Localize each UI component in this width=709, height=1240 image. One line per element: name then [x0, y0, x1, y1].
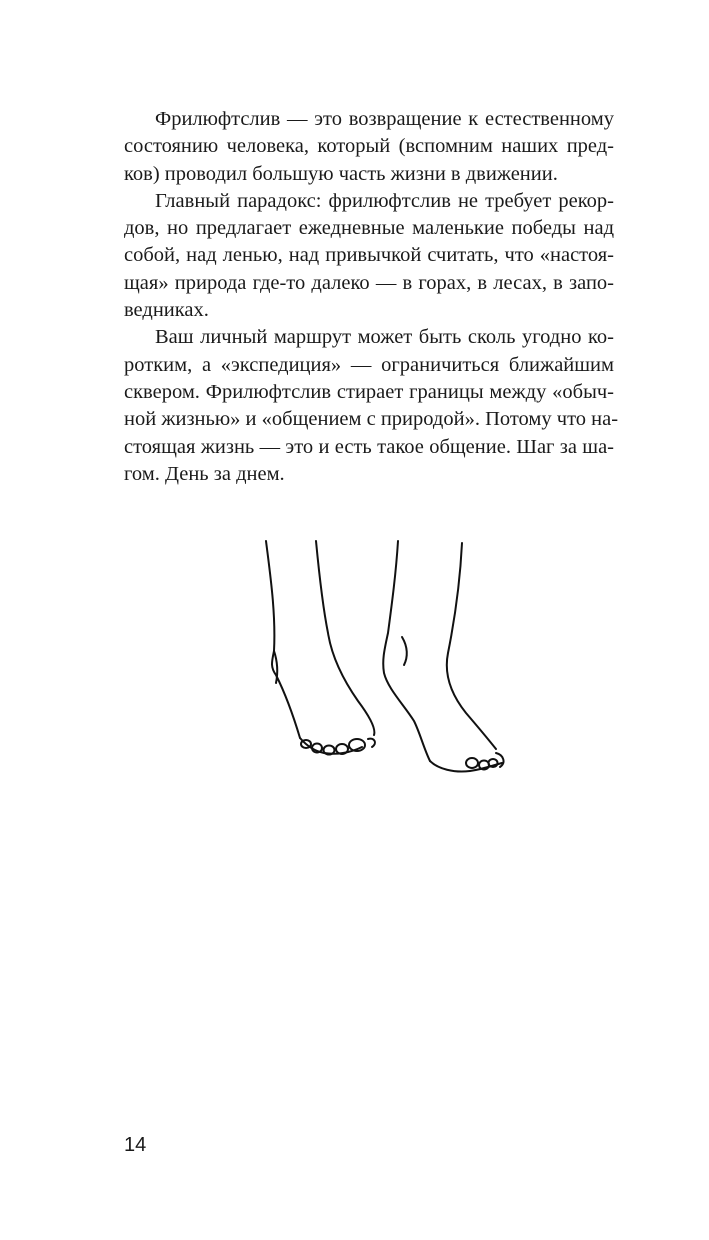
- paragraph-2-line-2: дов, но предлагает ежедневные маленькие победы над: [124, 217, 614, 240]
- bare-feet-icon: [258, 533, 518, 783]
- paragraph-3-line-6: гом. День за днем.: [124, 462, 285, 485]
- paragraph-1-line-3: ков) проводил большую часть жизни в движении.: [124, 162, 558, 185]
- paragraph-2-line-4: щая» природа где-то далеко — в горах, в лесах, в запо-: [124, 271, 614, 294]
- page-number: 14: [124, 1134, 147, 1156]
- paragraph-2-line-5: ведниках.: [124, 299, 209, 322]
- paragraph-3-line-3: сквером. Фрилюфтслив стирает границы между «обыч-: [124, 380, 614, 403]
- paragraph-1-line-1: Фрилюфтслив — это возвращение к естественному: [155, 108, 614, 130]
- paragraph-3-line-5: стоящая жизнь — это и есть такое общение. Шаг за ша-: [124, 435, 614, 458]
- paragraph-3-line-4: ной жизнью» и «общением с природой». Потому что на-: [124, 408, 619, 431]
- paragraph-3-line-1: Ваш личный маршрут может быть сколь угодно ко-: [155, 326, 614, 349]
- paragraph-1-line-2: состоянию человека, который (вспомним наших пред-: [124, 135, 614, 158]
- bare-feet-illustration: [258, 533, 518, 783]
- paragraph-3-line-2: ротким, а «экспедиция» — ограничиться ближайшим: [124, 353, 614, 376]
- paragraph-2-line-1: Главный парадокс: фрилюфтслив не требует рекор-: [155, 189, 614, 212]
- body-text: [124, 106, 619, 488]
- paragraph-2-line-3: собой, над ленью, над привычкой считать, что «настоя-: [124, 244, 614, 267]
